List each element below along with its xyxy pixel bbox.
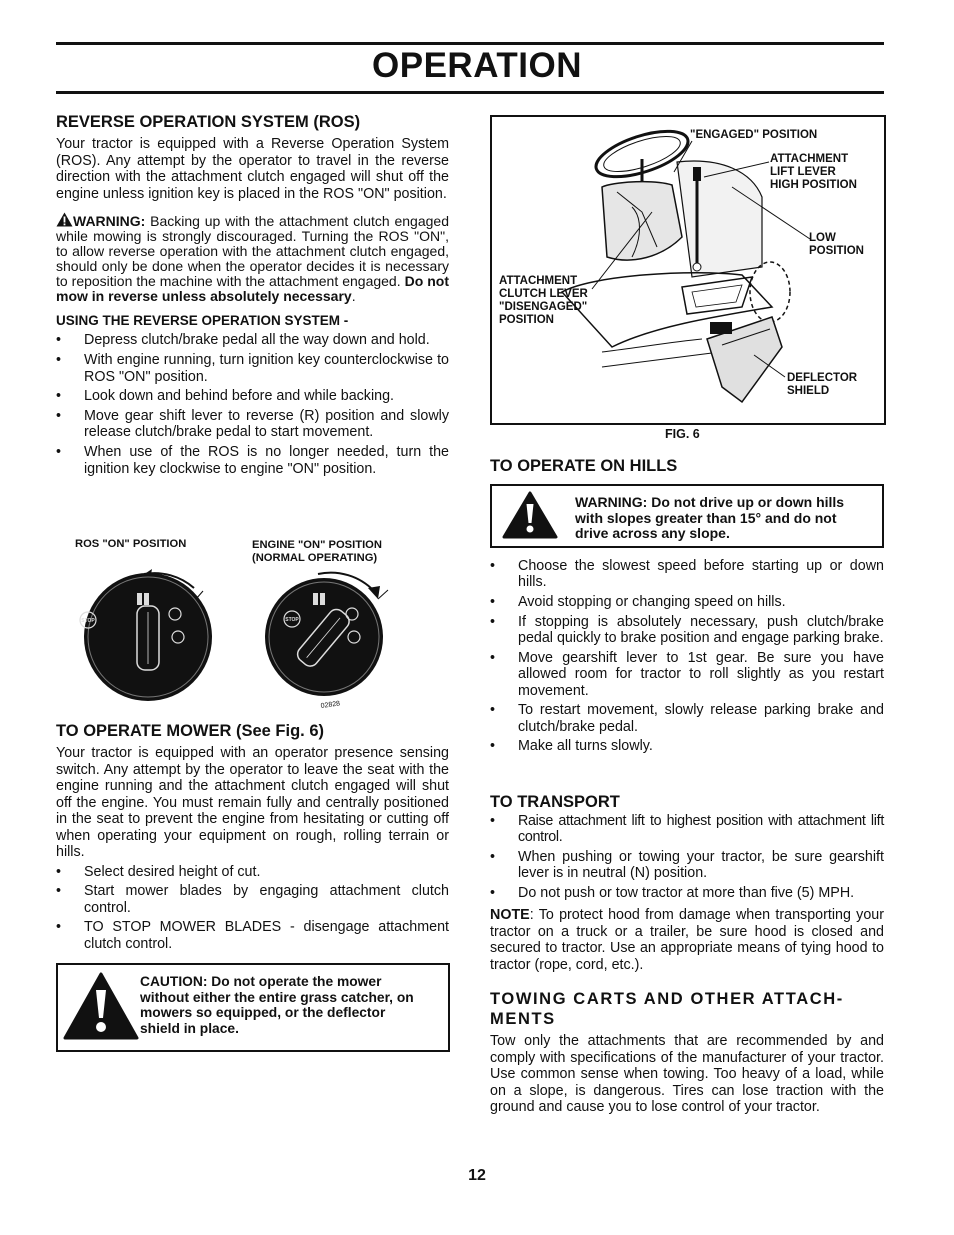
towing-heading-line2: MENTS — [490, 1010, 556, 1028]
hills-warning-box — [490, 484, 884, 548]
stop-text-left: STOP — [81, 618, 95, 624]
clutch-lever-line4: POSITION — [499, 314, 554, 326]
list-item: • TO STOP MOWER BLADES - disengage attachment clutch control. — [56, 919, 449, 952]
ros-warning-text: Backing up with the attachment clutch engaged while mowing is strongly discouraged. Turning the ROS "ON", to allow reverse operation with the attachment clutch engaged, should only be done when the operator decides it is necessary to reposition the machine with the attachment engaged. — [56, 213, 449, 289]
header-top-rule — [56, 42, 884, 45]
transport-section — [490, 792, 884, 973]
list-item: • Look down and behind before and while backing. — [56, 388, 449, 404]
ros-warning-label: WARNING: — [73, 213, 146, 229]
mower-section — [56, 721, 449, 955]
note-label: NOTE — [490, 907, 530, 924]
list-item: • To restart movement, slowly release parking brake and clutch/brake pedal. — [490, 702, 884, 735]
lift-lever-line2: LIFT LEVER — [770, 166, 836, 178]
lift-lever-line1: ATTACHMENT — [770, 153, 849, 165]
engine-on-switch-icon — [265, 573, 388, 710]
list-item: • Avoid stopping or changing speed on hills. — [490, 594, 884, 610]
deflector-line2: SHIELD — [787, 385, 830, 397]
list-item: • Move gearshift lever to 1st gear. Be sure you have allowed room for tractor to roll slightly as you restart movement. — [490, 650, 884, 699]
list-item: • Start mower blades by engaging attachment clutch control. — [56, 883, 449, 916]
caution-triangle-icon — [63, 972, 139, 1040]
lift-lever-high-label — [770, 153, 857, 192]
low-position-line2: POSITION — [809, 245, 864, 257]
clutch-lever-line3: "DISENGAGED" — [499, 301, 588, 313]
towing-heading-line1: TOWING CARTS AND OTHER ATTACH- — [490, 990, 844, 1008]
ros-on-position-label: ROS "ON" POSITION — [75, 538, 187, 550]
page-number: 12 — [468, 1167, 486, 1184]
caution-text: CAUTION: Do not operate the mower without either the entire grass catcher, on mowers so equipped, or the deflector shield in place. — [140, 974, 414, 1036]
low-position-line1: LOW — [809, 232, 836, 244]
hills-section — [490, 456, 883, 476]
caution-box — [56, 963, 450, 1052]
lift-lever-line3: HIGH POSITION — [770, 179, 857, 191]
engine-on-label-line1: ENGINE "ON" POSITION — [252, 539, 382, 551]
list-item: • When use of the ROS is no longer needed, turn the ignition key clockwise to engine "ON" position. — [56, 444, 449, 477]
hills-bullets-wrap — [490, 558, 884, 758]
figure-code: 02828 — [320, 700, 341, 710]
clutch-lever-line2: CLUTCH LEVER — [499, 288, 588, 300]
hills-heading: TO OPERATE ON HILLS — [490, 457, 678, 475]
hills-warning-text: WARNING: Do not drive up or down hills with slopes greater than 15° and do not drive across any slope. — [575, 494, 845, 542]
transport-bullet-list — [490, 813, 884, 901]
list-item: • Choose the slowest speed before starting up or down hills. — [490, 558, 884, 591]
clutch-lever-line1: ATTACHMENT — [499, 275, 578, 287]
ros-warning — [56, 212, 449, 303]
list-item: • Move gear shift lever to reverse (R) position and slowly release clutch/brake pedal to start movement. — [56, 408, 449, 441]
towing-text: Tow only the attachments that are recommended by and comply with specifications of the manufacturer of your tractor. Use common sense when towing. Too heavy of a load, while on a slope, is dangerous. Tires can lose traction with the ground and cause you to lose control of your tractor. — [490, 1033, 884, 1115]
mower-intro: Your tractor is equipped with an operator presence sensing switch. Any attempt by the operator to leave the seat with the engine running and the attachment clutch engaged will shut off the engine. You must remain fully and centrally positioned in the seat to prevent the engine from hesitating or cutting off when operating your equipment on rough, rolling terrain or hills. — [56, 745, 449, 860]
mower-bullet-list — [56, 864, 449, 952]
clutch-lever-disengaged-label — [499, 275, 588, 327]
ros-warning-bold: Do not mow in reverse unless absolutely necessary — [56, 272, 449, 304]
transport-note — [490, 907, 884, 973]
list-item: • When pushing or towing your tractor, be sure gearshift lever is in neutral (N) position. — [490, 849, 884, 882]
ignition-switch-diagram — [56, 536, 449, 711]
deflector-shield-label — [787, 372, 857, 398]
figure-caption: FIG. 6 — [665, 427, 700, 441]
warning-triangle-icon — [502, 491, 558, 539]
ros-intro: Your tractor is equipped with a Reverse Operation System (ROS). Any attempt by the operator to travel in the reverse direction with the attachment clutch engaged will shut off the engine unless ignition key is placed in the ROS "ON" position. — [56, 136, 449, 202]
note-text: : To protect hood from damage when transporting your tractor on a truck or a trailer, be sure hood is closed and secured to tractor. Use an appropriate means of tying hood to tractor (rope, cord, etc.). — [490, 907, 884, 973]
header-bottom-rule — [56, 91, 884, 94]
mower-heading: TO OPERATE MOWER (See Fig. 6) — [56, 722, 324, 740]
ros-using-heading: USING THE REVERSE OPERATION SYSTEM - — [56, 313, 349, 329]
list-item: • If stopping is absolutely necessary, push clutch/brake pedal quickly to brake position and engage parking brake. — [490, 614, 884, 647]
list-item: • With engine running, turn ignition key counterclockwise to ROS "ON" position. — [56, 352, 449, 385]
deflector-line1: DEFLECTOR — [787, 372, 858, 384]
list-item: • Make all turns slowly. — [490, 738, 884, 754]
page-title: OPERATION — [372, 46, 582, 85]
ros-on-switch-icon — [80, 569, 212, 701]
ignition-key-figure — [56, 536, 449, 711]
list-item: • Raise attachment lift to highest position with attachment lift control. — [490, 813, 884, 846]
ros-warning-end: . — [351, 287, 356, 304]
transport-heading: TO TRANSPORT — [490, 793, 620, 811]
towing-heading — [490, 989, 884, 1029]
figure-6-box — [490, 115, 886, 425]
engaged-position-label: "ENGAGED" POSITION — [690, 129, 818, 141]
ros-heading: REVERSE OPERATION SYSTEM (ROS) — [56, 113, 361, 131]
engine-on-label-line2: (NORMAL OPERATING) — [252, 552, 378, 564]
left-column — [56, 112, 449, 480]
hills-bullet-list — [490, 558, 884, 755]
list-item: • Select desired height of cut. — [56, 864, 449, 880]
warning-triangle-icon — [56, 212, 73, 227]
list-item: • Do not push or tow tractor at more than five (5) MPH. — [490, 885, 884, 901]
stop-text-right: STOP — [285, 617, 299, 623]
towing-section — [490, 989, 884, 1116]
low-position-label — [809, 232, 864, 258]
list-item: • Depress clutch/brake pedal all the way down and hold. — [56, 332, 449, 348]
ros-bullet-list — [56, 332, 449, 476]
